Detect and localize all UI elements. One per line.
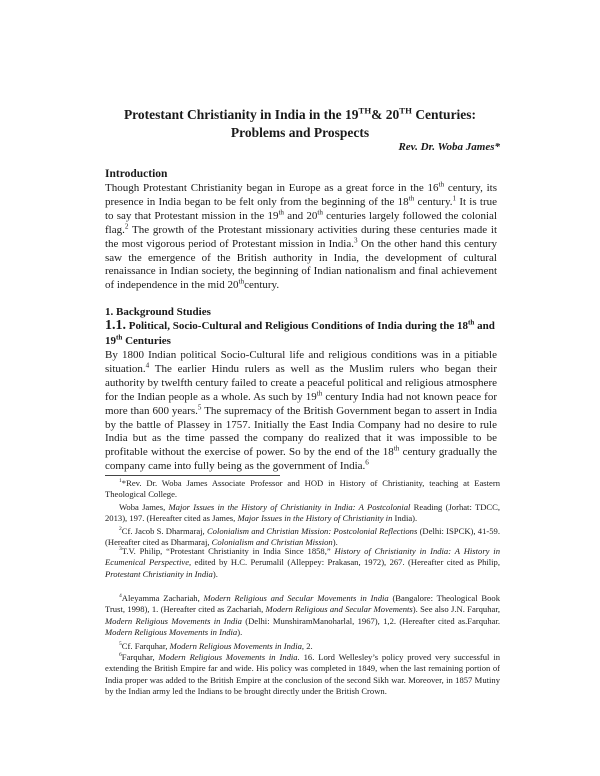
book-title: Protestant Christianity in India: [105, 568, 213, 579]
book-title: Modern Religious and Secular Movements: [265, 604, 413, 615]
footnote-text: (Bangalore: Theological Book Trust, 1998), 1. (Hereafter cited as Zachariah,: [105, 593, 500, 615]
footnote-text: Cf. Farquhar,: [121, 641, 170, 651]
text-run: century, its presence in India began to be felt only from the beginning of the 18: [105, 182, 497, 208]
subsection-text: Centuries: [122, 335, 171, 347]
footnote-ref[interactable]: 4: [145, 361, 150, 370]
book-title: Major Issues in the History of Christianity in India: A Postcolonial: [168, 502, 411, 512]
footnote-ref[interactable]: 1: [452, 194, 457, 203]
text-run: The supremacy of the British Government began to assert in India by the battle of Plassey in 1757. Initially the East India Company had no desire to rule India but as the time passed the company do realized that it was impossible to be profitable without the exercise of power. So by the end of the 18: [105, 404, 498, 459]
footnote-text: ).: [332, 537, 338, 548]
book-title: Major Issues in the History of Christianity in: [237, 513, 393, 524]
text-run: By 1800 Indian political Socio-Cultural life and religious conditions was in a pitiable situation.: [105, 349, 497, 375]
footnote-text: 16. Lord Wellesley’s policy proved very successful in extending the British Empire far and wide. His policy was completed in 1849, when the last remaining portion of India proper was added to the British Empire at the conclusion of the second Sikh war. Moreover, in 1857 Mutiny by the Indian army led the Indians to be brought directly under the British Crown.: [105, 652, 500, 697]
footnote-mark: 1: [119, 478, 122, 485]
footnote-6: [105, 652, 500, 698]
paper-title: [100, 106, 500, 142]
superscript: th: [467, 318, 475, 327]
footnote-text: India).: [392, 513, 418, 524]
footnote-text: Farquhar,: [121, 652, 159, 662]
text-run: Though Protestant Christianity began in Europe as a great force in the 16: [105, 182, 439, 194]
footnote-text: Reading (Jorhat: TDCC, 2013), 197. (Hereafter cited as James,: [105, 502, 501, 524]
footnote-1-continued: [105, 502, 500, 525]
text-run: The growth of the Protestant missionary activities during these centuries made it the most vigorous period of Protestant mission in India.: [105, 223, 497, 250]
superscript: th: [238, 277, 245, 286]
book-title: Modern Religious Movements in India: [169, 641, 302, 651]
footnote-mark: 4: [119, 593, 122, 600]
title-text: Centuries: Problems and Prospects: [230, 107, 477, 140]
footnote-4: [105, 593, 500, 639]
text-run: It is true to say that Protestant mission in the 19: [105, 195, 497, 222]
book-title: Modern Religious Movements in India: [105, 627, 238, 638]
footnote-ref[interactable]: 2: [124, 222, 129, 231]
footnote-text: T.V. Philip, “Protestant Christianity in India Since 1858,”: [121, 546, 335, 556]
footnote-5: [105, 641, 500, 652]
text-run: century.: [244, 279, 280, 292]
footnote-text: (Delhi: ISPCK), 41-59. (Hereafter cited as Dharmaraj,: [105, 526, 500, 548]
section-heading-introduction: Introduction: [105, 168, 168, 180]
footnote-3: [105, 546, 500, 580]
introduction-paragraph: [105, 182, 497, 293]
footnote-ref[interactable]: 5: [197, 402, 202, 411]
footnote-text: ).: [212, 568, 218, 579]
footnote-text: , edited by H.C. Perumalil (Alleppey: Prakasan, 1972), 267. (Hereafter cited as Philip,: [189, 557, 500, 568]
footnote-text: ). See also J.N. Farquhar,: [412, 604, 501, 615]
footnote-text: *Rev. Dr. Woba James Associate Professor and HOD in History of Christianity, teaching at Eastern Theological College.: [105, 478, 500, 500]
book-title: Colonialism and Christian Mission: [211, 537, 333, 548]
footnote-ref[interactable]: 3: [353, 235, 358, 244]
footnote-1: [105, 478, 500, 501]
footnote-text: Woba James,: [119, 502, 169, 512]
text-run: centuries largely followed the colonial flag.: [105, 209, 498, 236]
text-run: and 20: [284, 209, 318, 222]
book-title: History of Christianity in India: A History in Ecumenical Perspective: [105, 546, 500, 568]
superscript: th: [316, 389, 323, 398]
subsection-text: and 19: [105, 320, 495, 347]
text-run: On the other hand this century saw the emergence of the British authority in India, the development of cultural renaissance in Indian society, the beginning of Indian nationalism and final achievement of independence in the mid 20: [105, 237, 497, 292]
footnote-divider: [105, 475, 280, 476]
footnote-mark: 3: [119, 546, 122, 553]
title-text: Protestant Christianity in India in the 19: [123, 107, 359, 122]
superscript: th: [116, 333, 123, 342]
book-title: Modern Religious Movements in India: [105, 615, 242, 626]
superscript: th: [393, 444, 400, 453]
footnote-text: , 2.: [301, 641, 313, 651]
footnote-text: (Delhi: MunshiramManoharlal, 1967), 1,2. (Hereafter cited as.Farquhar.: [241, 615, 500, 626]
title-text: & 20: [371, 107, 400, 122]
book-title: Modern Religious Movements in India.: [158, 652, 300, 662]
background-paragraph: [105, 349, 497, 474]
footnote-text: ).: [237, 627, 243, 638]
superscript: th: [317, 208, 323, 217]
subsection-text: Political, Socio-Cultural and Religious Conditions of India during the 18: [126, 320, 468, 332]
footnote-text: Aleyamma Zachariah,: [121, 593, 204, 603]
footnote-mark: 6: [119, 652, 122, 659]
title-sup: TH: [399, 105, 412, 116]
book-title: Modern Religious and Secular Movements in India: [203, 593, 389, 603]
superscript: th: [278, 208, 285, 217]
superscript: th: [408, 194, 415, 203]
subsection-number: 1.1.: [105, 318, 126, 333]
superscript: th: [438, 180, 445, 189]
book-title: Colonialism and Christian Mission: Postcolonial Reflections: [206, 526, 418, 536]
footnote-mark: 2: [119, 526, 122, 533]
section-heading-background: 1. Background Studies: [105, 306, 211, 318]
footnote-ref[interactable]: 6: [365, 458, 369, 467]
footnote-mark: 5: [119, 641, 122, 648]
footnote-text: Cf. Jacob S. Dharmaraj,: [121, 526, 207, 536]
text-run: century.: [414, 195, 453, 208]
text-run: century India had not known peace for more than 600 years.: [105, 390, 497, 417]
text-run: century gradually the company came into fully being as the government of India.: [105, 446, 497, 473]
author-name: Rev. Dr. Woba James*: [398, 141, 500, 153]
subsection-heading: [105, 318, 505, 349]
title-sup: TH: [358, 105, 372, 116]
text-run: The earlier Hindu rulers as well as the Muslim rulers who began their authority by twelfth century failed to create a peaceful political and religious atmosphere for the Indian people as a whole. As such by 19: [105, 362, 497, 403]
